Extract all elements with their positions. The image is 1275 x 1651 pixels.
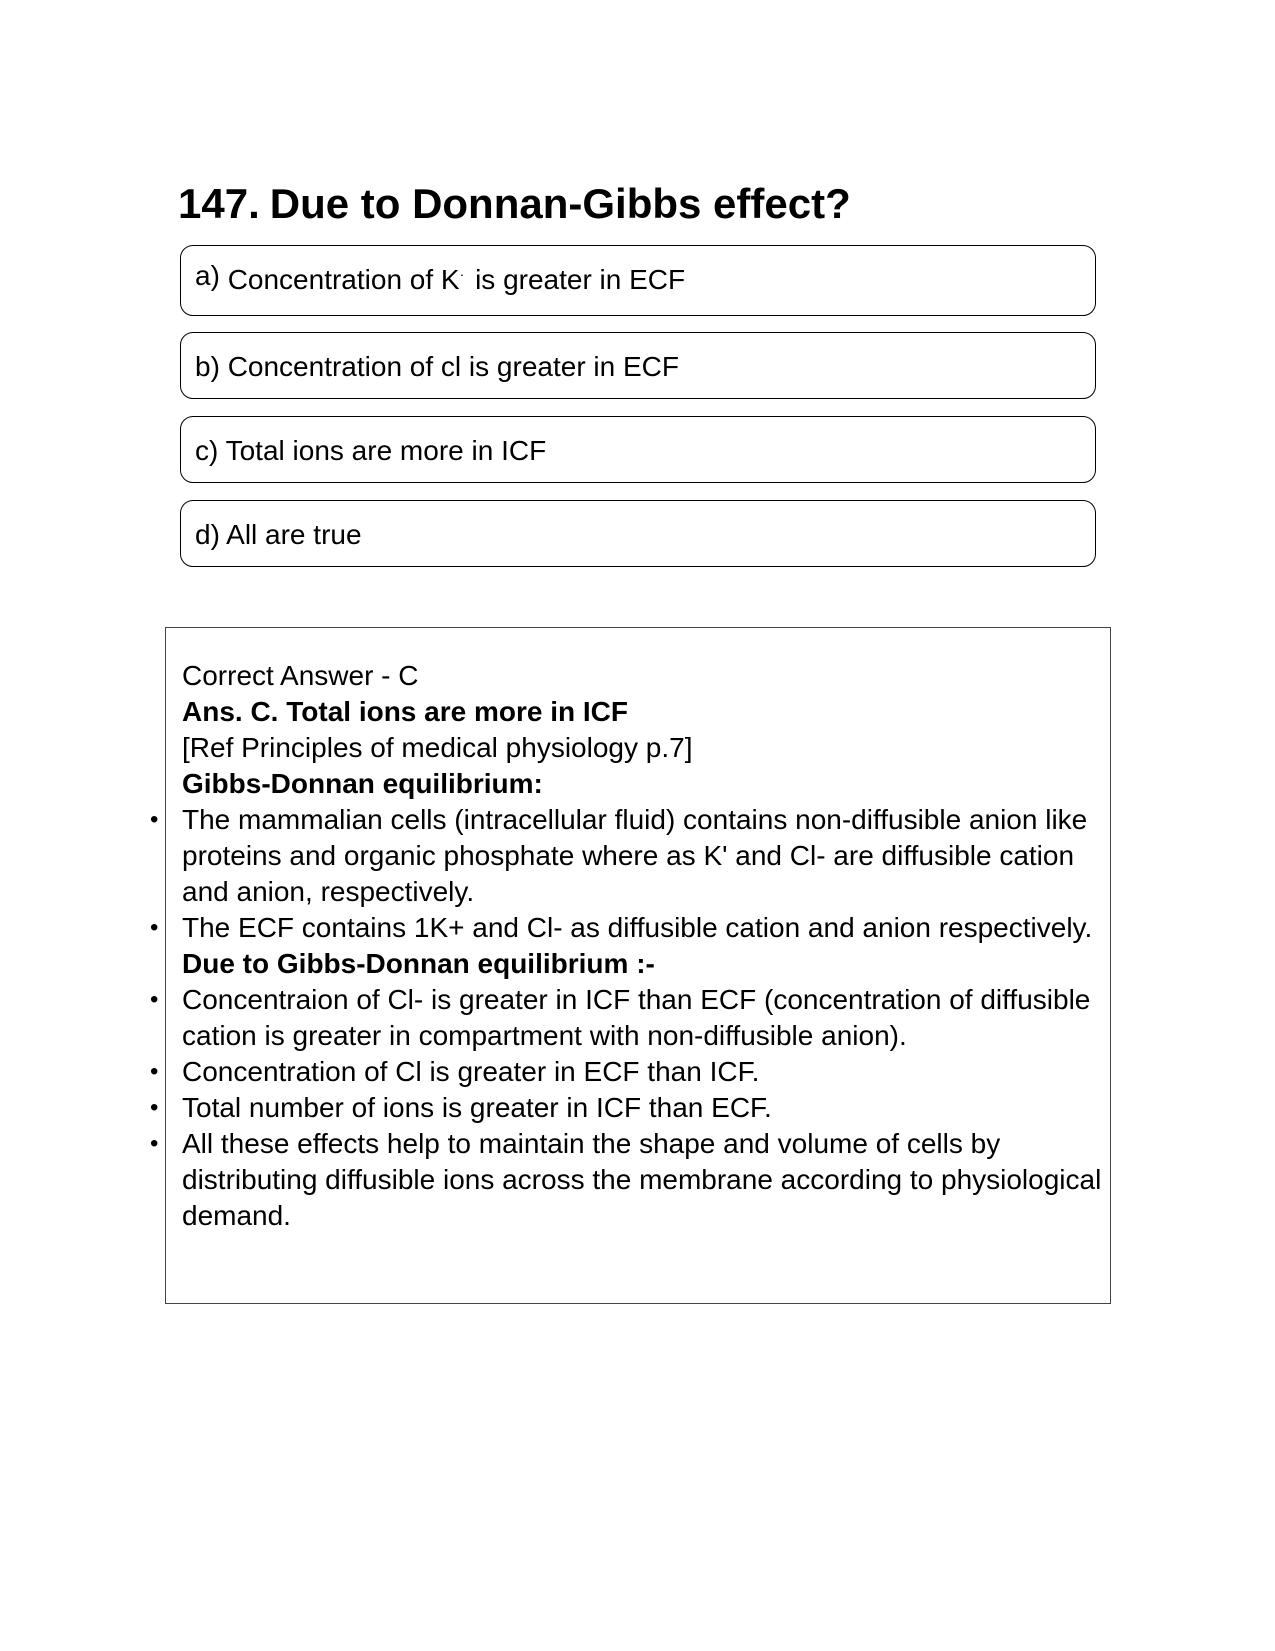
- bullet-icon: •: [150, 1130, 159, 1157]
- option-text-end: is greater in ECF: [475, 264, 686, 295]
- reference-line: [Ref Principles of medical physiology p.7]: [182, 732, 693, 763]
- section-heading-gibbs-donnan: Gibbs-Donnan equilibrium:: [182, 768, 543, 799]
- option-letter: b): [195, 351, 220, 382]
- bullet-list-1: [150, 802, 1102, 946]
- option-letter: c): [195, 435, 219, 466]
- superscript-mark: ·: [459, 266, 465, 282]
- option-text: All are true: [226, 519, 362, 550]
- list-item: • The ECF contains 1K+ and Cl- as diffusible cation and anion respectively.: [182, 910, 1102, 946]
- section-heading-effects: Due to Gibbs-Donnan equilibrium :-: [182, 948, 655, 979]
- option-b[interactable]: [180, 332, 1096, 399]
- question-number: 147.: [178, 180, 260, 227]
- option-d[interactable]: [180, 500, 1096, 567]
- bullet-icon: •: [150, 1058, 159, 1085]
- list-item: • Total number of ions is greater in ICF than ECF.: [182, 1090, 1102, 1126]
- list-item: • Concentraion of Cl- is greater in ICF than ECF (concentration of diffusible cation is greater in compartment with non-diffusible anion).: [150, 984, 1091, 1051]
- correct-answer-line: Correct Answer - C: [182, 660, 419, 691]
- question-text: Due to Donnan-Gibbs effect?: [269, 180, 851, 227]
- list-item: • Concentration of Cl is greater in ECF than ICF.: [182, 1054, 1102, 1090]
- bullet-list-2: [150, 982, 1102, 1234]
- option-letter: a): [195, 260, 220, 291]
- list-item: • The mammalian cells (intracellular fluid) contains non-diffusible anion like proteins and organic phosphate where as K' and Cl- are diffusible cation and anion, respectively.: [150, 804, 1088, 907]
- option-text: Concentration of cl is greater in ECF: [227, 351, 679, 382]
- answer-explanation: [150, 658, 1102, 1234]
- list-item: • All these effects help to maintain the shape and volume of cells by distributing diffusible ions across the membrane according to physiological demand.: [150, 1128, 1102, 1231]
- option-letter: d): [195, 519, 220, 550]
- option-text: Concentration of K: [227, 264, 460, 295]
- bullet-icon: •: [150, 1094, 159, 1121]
- option-c[interactable]: [180, 416, 1096, 483]
- answer-heading: Ans. C. Total ions are more in ICF: [182, 696, 628, 727]
- option-text: Total ions are more in ICF: [225, 435, 547, 466]
- bullet-icon: •: [150, 986, 159, 1013]
- bullet-icon: •: [150, 806, 159, 833]
- bullet-icon: •: [150, 914, 159, 941]
- question-title: [178, 174, 851, 234]
- option-a[interactable]: [180, 245, 1096, 316]
